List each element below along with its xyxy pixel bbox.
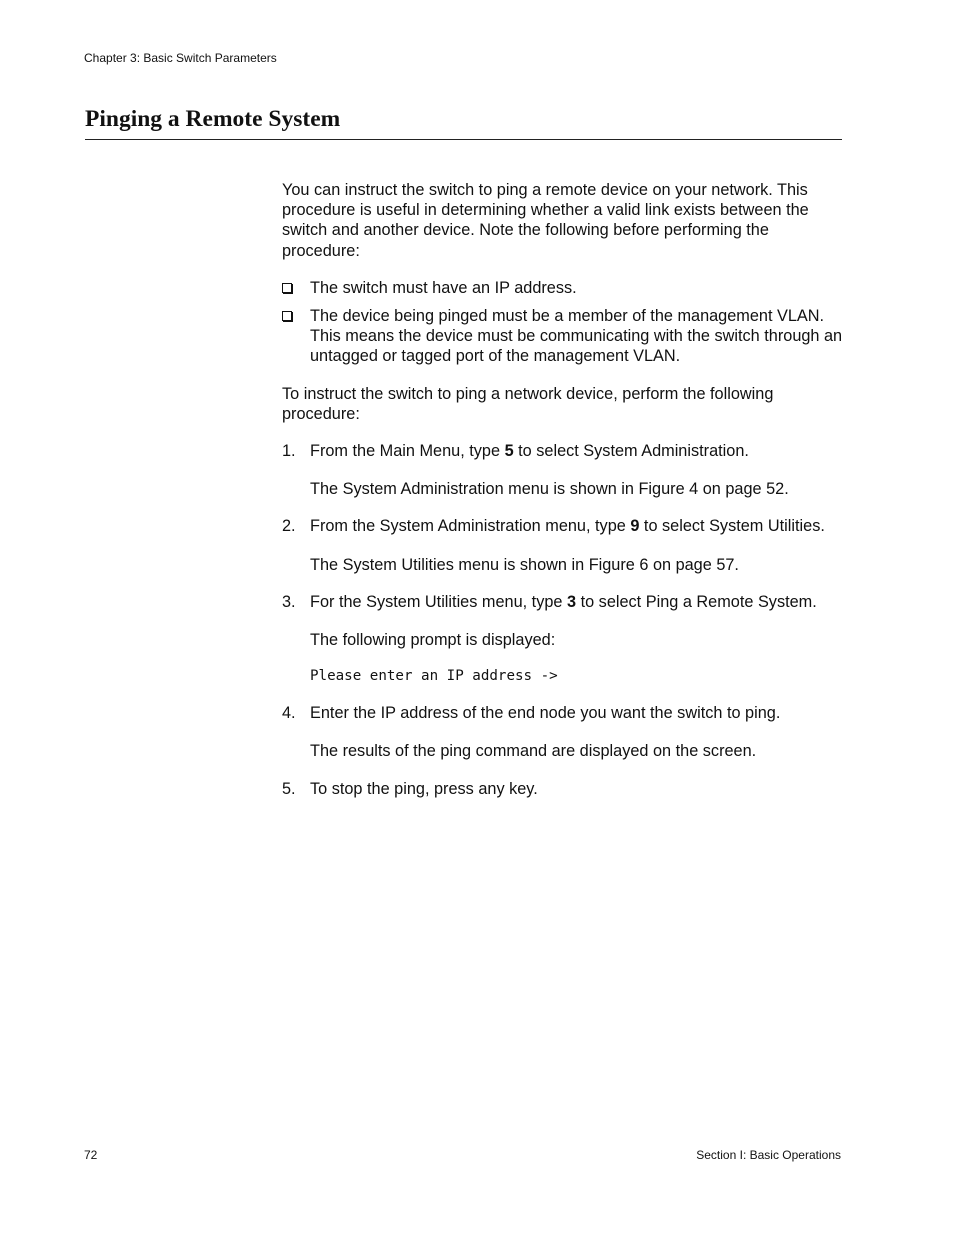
step-text: For the System Utilities menu, type 3 to select Ping a Remote System.	[310, 592, 817, 611]
step-1	[282, 441, 847, 499]
step-key: 3	[566, 592, 577, 611]
prerequisite-text: The switch must have an IP address.	[310, 278, 577, 297]
prerequisite-item	[282, 306, 847, 367]
prerequisite-list	[282, 278, 847, 367]
step-number: 2.	[282, 517, 296, 536]
prerequisite-text: The device being pinged must be a member of the management VLAN. This means the device must be communicating with the switch through an untagged or tagged port of the management VLAN.	[310, 307, 843, 366]
procedure-steps	[282, 441, 847, 799]
body-column	[282, 180, 847, 816]
step-note: The results of the ping command are displayed on the screen.	[310, 742, 757, 761]
step-number: 5.	[282, 779, 296, 798]
step-text: Enter the IP address of the end node you want the switch to ping.	[310, 704, 781, 723]
step-key: 9	[630, 517, 640, 536]
intro-paragraph: You can instruct the switch to ping a remote device on your network. This procedure is useful in determining whether a valid link exists between the switch and another device. Note the following before performing the procedure:	[282, 181, 809, 260]
step-5	[282, 779, 847, 799]
step-text: To stop the ping, press any key.	[310, 779, 538, 798]
checkbox-bullet-icon	[282, 283, 292, 293]
step-text: From the System Administration menu, type 9 to select System Utilities.	[310, 517, 825, 536]
running-footer: Section I: Basic Operations	[696, 1148, 841, 1162]
prompt-code: Please enter an IP address ->	[310, 668, 558, 685]
checkbox-bullet-icon	[282, 311, 292, 321]
title-rule	[85, 139, 842, 140]
running-header: Chapter 3: Basic Switch Parameters	[84, 51, 277, 65]
step-number: 1.	[282, 442, 296, 461]
procedure-lead: To instruct the switch to ping a network device, perform the following procedure:	[282, 384, 774, 423]
prerequisite-item	[282, 278, 847, 298]
step-2	[282, 516, 847, 574]
step-text: From the Main Menu, type 5 to select System Administration.	[310, 442, 749, 461]
step-note: The following prompt is displayed:	[310, 631, 556, 650]
step-number: 3.	[282, 592, 296, 611]
step-3	[282, 592, 847, 686]
step-4	[282, 703, 847, 761]
step-key: 5	[504, 442, 514, 461]
page-title: Pinging a Remote System	[85, 106, 341, 132]
step-note: The System Utilities menu is shown in Figure 6 on page 57.	[310, 555, 739, 574]
step-number: 4.	[282, 704, 296, 723]
page-number: 72	[84, 1148, 98, 1162]
step-note: The System Administration menu is shown in Figure 4 on page 52.	[310, 480, 789, 499]
